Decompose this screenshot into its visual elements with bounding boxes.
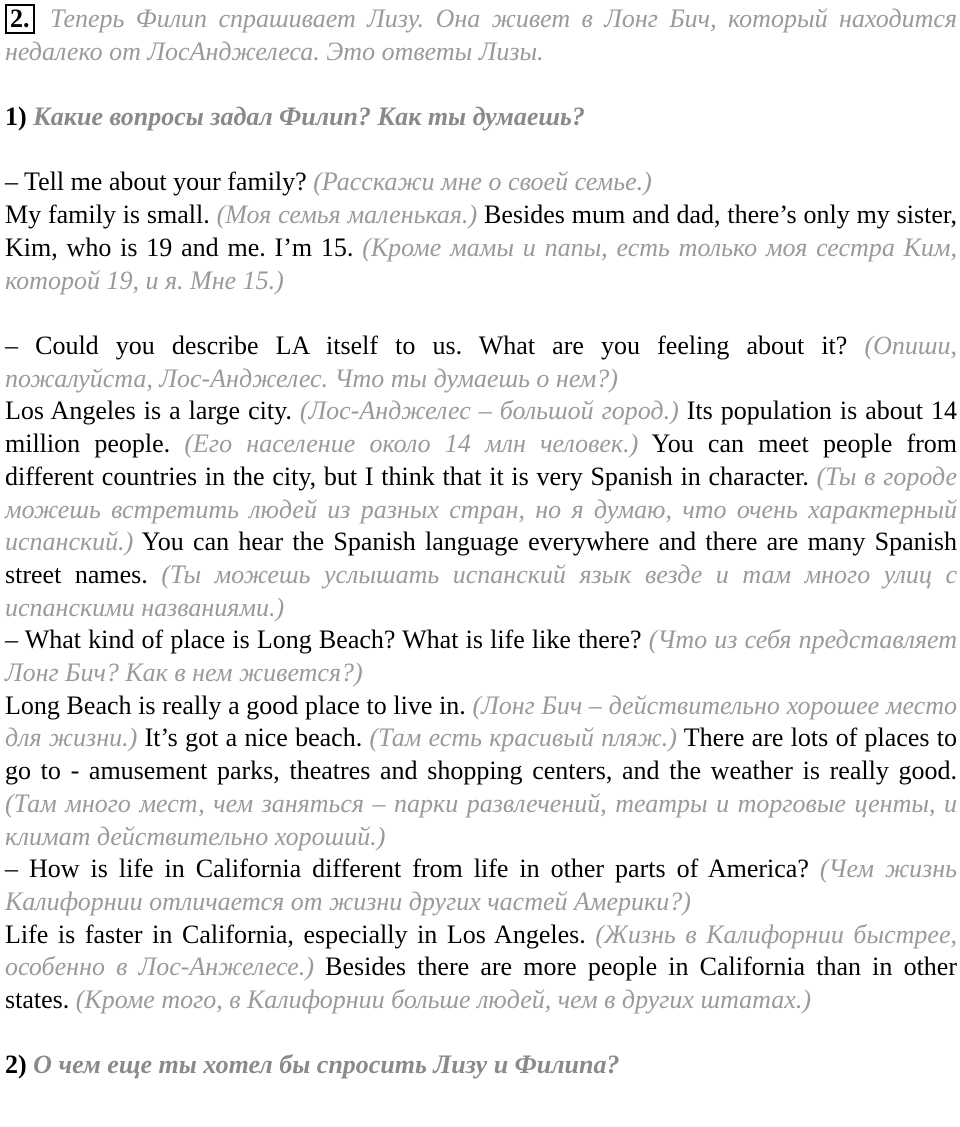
task-2 (5, 1049, 957, 1082)
answer-1 (5, 199, 957, 297)
answer-2-ru: (Лос-Анджелес – большой город.) (299, 396, 679, 426)
answer-2 (5, 395, 957, 624)
task-2-number: 2) (5, 1050, 27, 1080)
answer-3-en: It’s got a nice beach. (144, 723, 363, 753)
answer-3-ru: (Там много мест, чем заняться – парки развлечений, театры и торговые центы, и климат действительно хороший.) (5, 788, 957, 851)
answer-2-ru: (Его население около 14 млн человек.) (184, 429, 639, 459)
question-3-en: – What kind of place is Long Beach? What is life like there? (5, 625, 642, 655)
answer-4-en: Life is faster in California, especially in Los Angeles. (5, 919, 586, 949)
question-2 (5, 330, 957, 395)
answer-3 (5, 690, 957, 854)
question-4 (5, 853, 957, 918)
exercise-intro: Теперь Филип спрашивает Лизу. Она живет в Лонг Бич, который находится недалеко от ЛосАнджелеса. Это ответы Лизы. (5, 4, 958, 66)
answer-1-en: Besides mum and dad, there’s only my sister, Kim, who is 19 and me. I’m 15. (5, 200, 958, 262)
answer-2-en: You can meet people from different countries in the city, but I think that it is very Spanish in character. (5, 429, 958, 491)
answer-4 (5, 919, 957, 1017)
answer-3-en: Long Beach is really a good place to live in. (5, 690, 466, 720)
answer-2-en: You can hear the Spanish language everywhere and there are many Spanish street names. (5, 527, 957, 589)
task-1-number: 1) (5, 102, 27, 132)
question-1-en: – Tell me about your family? (5, 167, 307, 197)
answer-3-en: There are lots of places to go to - amusement parks, theatres and shopping centers, and the weather is really good. (5, 723, 958, 786)
answer-1-ru: (Кроме мамы и папы, есть только моя сестра Ким, которой 19, и я. Мне 15.) (5, 232, 957, 295)
answer-3-ru: (Лонг Бич – действительно хорошее место для жизни.) (5, 690, 957, 753)
answer-2-en: Its population is about 14 million people. (5, 396, 958, 459)
question-2-en: – Could you describe LA itself to us. What are you feeling about it? (5, 330, 848, 360)
answer-4-en: Besides there are more people in California than in other states. (5, 952, 957, 1015)
answer-1-ru: (Моя семья маленькая.) (216, 200, 478, 230)
answer-2-en: Los Angeles is a large city. (5, 396, 292, 426)
task-1 (5, 101, 957, 134)
question-4-en: – How is life in California different from life in other parts of America? (5, 854, 809, 884)
question-1 (5, 166, 957, 199)
question-1-ru: (Расскажи мне о своей семье.) (313, 167, 652, 197)
answer-4-ru: (Жизнь в Калифорнии быстрее, особенно в Лос-Анжелесе.) (5, 919, 958, 982)
answer-1-en: My family is small. (5, 200, 210, 230)
exercise-header (5, 3, 957, 68)
question-3-ru: (Что из себя представляет Лонг Бич? Как в нем живется?) (5, 625, 958, 688)
answer-2-ru: (Ты в городе можешь встретить людей из разных стран, но я думаю, что очень характерный испанский.) (5, 461, 958, 557)
question-2-ru: (Опиши, пожалуйста, Лос-Анджелес. Что ты думаешь о нем?) (5, 330, 958, 393)
answer-2-ru: (Ты можешь услышать испанский язык везде и там много улиц с испанскими названиями.) (5, 559, 957, 622)
task-1-text: Какие вопросы задал Филип? Как ты думаешь? (33, 102, 585, 132)
exercise-number: 2. (5, 4, 35, 34)
answer-3-ru: (Там есть красивый пляж.) (369, 723, 677, 753)
task-2-text: О чем еще ты хотел бы спросить Лизу и Филипа? (33, 1050, 620, 1080)
question-4-ru: (Чем жизнь Калифорнии отличается от жизни других частей Америки?) (5, 854, 958, 916)
answer-4-ru: (Кроме того, в Калифорнии больше людей, чем в других штатах.) (75, 985, 811, 1015)
question-3 (5, 624, 957, 689)
